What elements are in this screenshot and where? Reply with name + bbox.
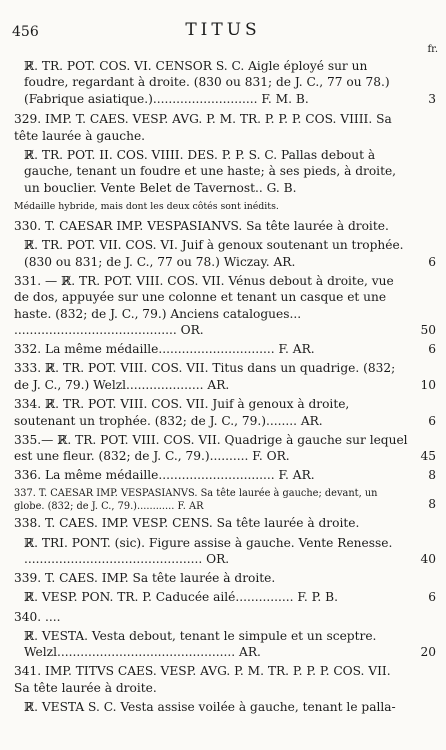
entry-330: 330. T. CAESAR IMP. VESPASIANVS. Sa tête laurée à droite.: [14, 219, 389, 234]
price-column-label: fr.: [427, 44, 438, 55]
entry-reverse: ℝ̸. TR. POT. VII. COS. VI. Juif à genoux soutenant un trophée. (830 ou 831; de J. C., 77 ou 78.) Wiczay. AR. 6: [24, 238, 436, 269]
entry-note: Médaille hybride, mais dont les deux côtés sont inédits.: [14, 200, 279, 212]
entry-reverse: ℝ̸. VESP. PON. TR. P. Caducée ailé............... F. P. B. 6: [24, 590, 436, 605]
entry-340: 340. ....: [14, 609, 61, 624]
entry-reverse: ℝ̸. TR. POT. II. COS. VIIII. DES. P. P. S. C. Pallas debout à gauche, tenant un foudre et une haste; à ses pieds, à droite, un bouclier. Vente Belet de Tavernost.. G. B.: [24, 147, 397, 195]
entry-335: 335.— ℝ̸. TR. POT. VIII. COS. VII. Quadrige à gauche sur lequel est une fleur. (832; de J. C., 79.).......... F. OR. 45: [14, 432, 436, 464]
entry-reverse: ℝ̸. VESTA. Vesta debout, tenant le simpule et un sceptre. Welzl.............................................. AR. 20: [24, 628, 436, 660]
entry-reverse: ℝ̸. TR. POT. COS. VI. CENSOR S. C. Aigle éployé sur un foudre, regardant à droite. (830 ou 831; de J. C., 77 ou 78.) (Fabrique asiatique.)........................... F. M. B. 3: [24, 59, 436, 106]
entry-334: 334. ℝ̸. TR. POT. VIII. COS. VII. Juif à genoux à droite, soutenant un trophée. (832; de J. C., 79.)........ AR. 6: [14, 397, 436, 428]
entry-333: 333. ℝ̸. TR. POT. VIII. COS. VII. Titus dans un quadrige. (832; de J. C., 79.) Welzl.................... AR. 10: [14, 361, 436, 392]
entry-331: 331. — ℝ̸. TR. POT. VIII. COS. VII. Vénus debout à droite, vue de dos, appuyée sur une colonne et tenant un casque et une haste. (832; de J. C., 79.) Anciens catalogues... .......................................... OR. 50: [14, 273, 436, 338]
entry-341: 341. IMP. TITVS CAES. VESP. AVG. P. M. TR. P. P. P. COS. VII. Sa tête laurée à droite.: [14, 664, 391, 695]
entry-reverse: ℝ̸. VESTA S. C. Vesta assise voilée à gauche, tenant le palla-: [24, 699, 396, 714]
running-title: TITUS: [185, 20, 261, 40]
entry-337: 337. T. CAESAR IMP. VESPASIANVS. Sa tête laurée à gauche; devant, un globe. (832; de J. C., 79.)............ F. AR 8: [14, 487, 436, 512]
entry-list: [0, 58, 446, 718]
entry-reverse: ℝ̸. TRI. PONT. (sic). Figure assise à gauche. Vente Renesse. .............................................. OR. 40: [24, 535, 436, 566]
entry-329: 329. IMP. T. CAES. VESP. AVG. P. M. TR. P. P. P. COS. VIIII. Sa tête laurée à gauche.: [14, 112, 392, 143]
entry-339: 339. T. CAES. IMP. Sa tête laurée à droite.: [14, 571, 276, 586]
entry-338: 338. T. CAES. IMP. VESP. CENS. Sa tête laurée à droite.: [14, 516, 360, 531]
entry-332: 332. La même médaille.............................. F. AR. 6: [14, 342, 436, 357]
entry-336: 336. La même médaille.............................. F. AR. 8: [14, 468, 436, 483]
page-number: 456: [12, 24, 39, 40]
